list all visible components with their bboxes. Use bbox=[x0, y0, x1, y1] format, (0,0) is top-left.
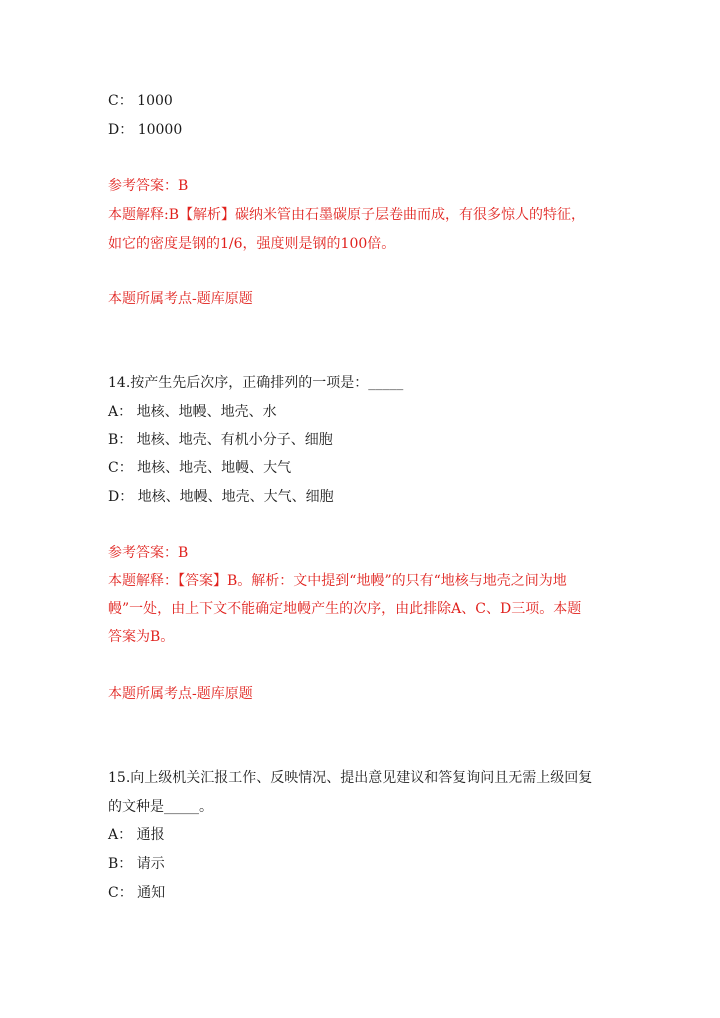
q13-option-c: C： 1000 bbox=[108, 93, 173, 109]
q14-option-c: C： 地核、地壳、地幔、大气 bbox=[108, 460, 292, 476]
q15-option-b: B： 请示 bbox=[108, 856, 165, 872]
option-text: 1000 bbox=[137, 93, 173, 109]
option-letter: B bbox=[108, 856, 119, 872]
option-letter: D bbox=[108, 122, 120, 138]
q13-answer: 参考答案：B bbox=[108, 178, 189, 194]
q14-source: 本题所属考点-题库原题 bbox=[108, 686, 253, 702]
q15-option-a: A： 通报 bbox=[108, 827, 165, 843]
q15-option-c: C： 通知 bbox=[108, 885, 166, 901]
q15-question-line-1: 15.向上级机关汇报工作、反映情况、提出意见建议和答复询问且无需上级回复 bbox=[108, 770, 593, 786]
option-letter: B bbox=[108, 432, 119, 448]
option-text: 地核、地壳、有机小分子、细胞 bbox=[136, 432, 333, 448]
q14-question: 14.按产生先后次序，正确排列的一项是：_____ bbox=[108, 375, 404, 391]
option-text: 通报 bbox=[136, 827, 165, 843]
q14-option-b: B： 地核、地壳、有机小分子、细胞 bbox=[108, 432, 333, 448]
option-letter: C bbox=[108, 885, 119, 901]
q14-explanation-line-2: 幔”一处，由上下文不能确定地幔产生的次序，由此排除A、C、D三项。本题 bbox=[108, 601, 582, 617]
q14-option-a: A： 地核、地幔、地壳、水 bbox=[108, 404, 277, 420]
q13-option-d: D： 10000 bbox=[108, 122, 183, 138]
q14-explanation-line-3: 答案为B。 bbox=[108, 629, 175, 645]
q15-question-line-2: 的文种是_____。 bbox=[108, 799, 213, 815]
option-text: 10000 bbox=[137, 122, 183, 138]
option-letter: A bbox=[108, 827, 119, 843]
option-text: 地核、地幔、地壳、大气、细胞 bbox=[137, 489, 334, 505]
option-letter: A bbox=[108, 404, 119, 420]
option-letter: C bbox=[108, 93, 119, 109]
q14-explanation-line-1: 本题解释：【答案】B。解析：文中提到“地幔”的只有“地核与地壳之间为地 bbox=[108, 573, 567, 589]
option-text: 地核、地幔、地壳、水 bbox=[136, 404, 277, 420]
q14-answer: 参考答案：B bbox=[108, 545, 189, 561]
q13-explanation-line-1: 本题解释:B【解析】碳纳米管由石墨碳原子层卷曲而成，有很多惊人的特征， bbox=[108, 207, 586, 223]
option-letter: D bbox=[108, 489, 120, 505]
q14-option-d: D： 地核、地幔、地壳、大气、细胞 bbox=[108, 489, 334, 505]
option-text: 地核、地壳、地幔、大气 bbox=[137, 460, 292, 476]
option-letter: C bbox=[108, 460, 119, 476]
q13-explanation-line-2: 如它的密度是钢的1/6，强度则是钢的100倍。 bbox=[108, 236, 396, 252]
q13-source: 本题所属考点-题库原题 bbox=[108, 291, 253, 307]
option-text: 通知 bbox=[137, 885, 166, 901]
option-text: 请示 bbox=[136, 856, 165, 872]
